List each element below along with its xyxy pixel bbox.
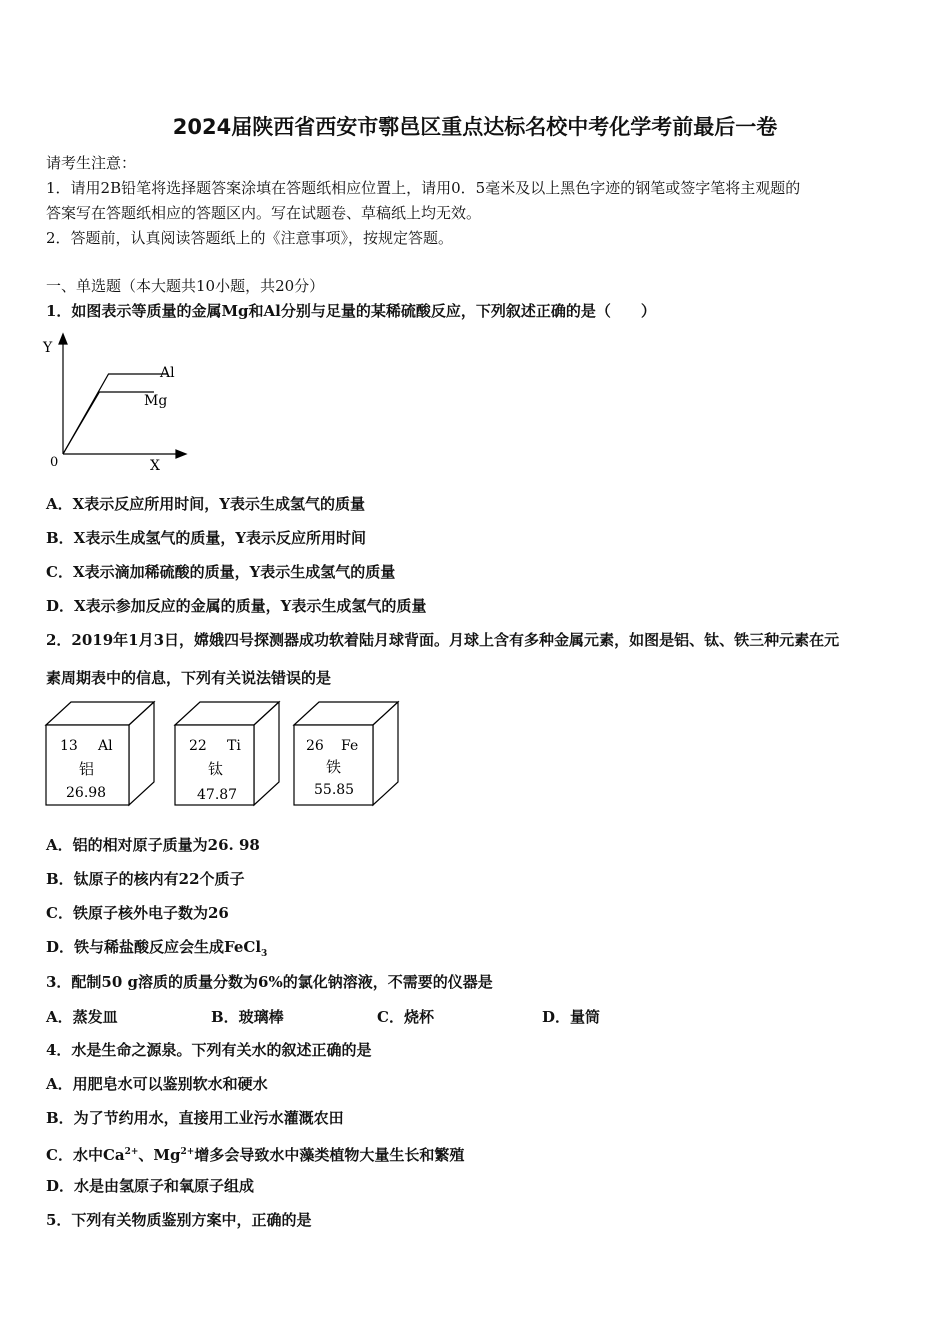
element-symbol: Fe <box>341 738 359 754</box>
element-mass: 55.85 <box>314 782 355 798</box>
element-name: 铁 <box>326 758 342 776</box>
q4-option-c-part-3: 增多会导致水中藻类植物大量生长和繁殖 <box>194 1146 465 1164</box>
element-cards <box>44 700 414 808</box>
element-symbol: Al <box>98 738 113 754</box>
q4-stem: 4．水是生命之源泉。下列有关水的叙述正确的是 <box>46 1041 372 1059</box>
q2-option-d-text: D．铁与稀盐酸反应会生成FeCl <box>46 938 262 956</box>
q1-line-chart <box>40 332 190 474</box>
q2-stem-line-1: 2．2019年1月3日，嫦娥四号探测器成功软着陆月球背面。月球上含有多种金属元素，如图是铝、钛、铁三种元素在元 <box>46 631 840 649</box>
element-number: 13 <box>60 738 78 754</box>
series-label-al: Al <box>160 365 175 381</box>
x-axis-label: X <box>150 458 160 474</box>
element-number: 26 <box>306 738 324 754</box>
q4-option-d: D．水是由氢原子和氧原子组成 <box>46 1177 255 1195</box>
notice-item-1-line-1: 1．请用2B铅笔将选择题答案涂填在答题纸相应位置上，请用0．5毫米及以上黑色字迹的钢笔或签字笔将主观题的 <box>46 179 801 197</box>
q2-option-d-subscript: 3 <box>261 949 268 959</box>
element-name: 钛 <box>208 760 224 778</box>
element-card-al <box>46 702 154 805</box>
element-mass: 47.87 <box>197 787 238 803</box>
q1-option-a: A．X表示反应所用时间，Y表示生成氢气的质量 <box>46 495 365 513</box>
notice-heading: 请考生注意： <box>46 154 137 172</box>
y-axis-label: Y <box>43 340 53 356</box>
series-line-al <box>63 374 167 454</box>
q4-option-c-charge-2: 2+ <box>180 1147 195 1157</box>
q4-option-c <box>46 1142 464 1165</box>
q2-option-a: A．铝的相对原子质量为26. 98 <box>46 836 260 854</box>
q3-stem: 3．配制50 g溶质的质量分数为6%的氯化钠溶液，不需要的仪器是 <box>46 973 493 991</box>
y-axis-arrow <box>59 334 67 344</box>
element-mass: 26.98 <box>66 785 107 801</box>
notice-item-1-line-2: 答案写在答题纸相应的答题区内。写在试题卷、草稿纸上均无效。 <box>46 204 482 222</box>
series-label-mg: Mg <box>144 393 168 409</box>
q3-option-a: A．蒸发皿 <box>46 1008 118 1026</box>
q4-option-c-charge-1: 2+ <box>124 1147 139 1157</box>
section-1-heading: 一、单选题（本大题共10小题，共20分） <box>46 277 325 295</box>
q1-option-b: B．X表示生成氢气的质量，Y表示反应所用时间 <box>46 529 367 547</box>
q4-option-c-part-1: C．水中Ca <box>46 1146 125 1164</box>
q1-stem: 1．如图表示等质量的金属Mg和Al分别与足量的某稀硫酸反应，下列叙述正确的是（ ） <box>46 302 656 320</box>
q3-option-b: B．玻璃棒 <box>211 1008 284 1026</box>
series-line-mg <box>63 392 154 454</box>
q5-stem: 5．下列有关物质鉴别方案中，正确的是 <box>46 1211 312 1229</box>
element-card-fe <box>294 702 398 805</box>
q4-option-b: B．为了节约用水，直接用工业污水灌溉农田 <box>46 1109 344 1127</box>
q4-option-c-part-2: 、Mg <box>138 1146 181 1164</box>
q2-option-b: B．钛原子的核内有22个质子 <box>46 870 245 888</box>
q2-option-c: C．铁原子核外电子数为26 <box>46 904 229 922</box>
q1-option-c: C．X表示滴加稀硫酸的质量，Y表示生成氢气的质量 <box>46 563 396 581</box>
notice-item-2: 2．答题前，认真阅读答题纸上的《注意事项》，按规定答题。 <box>46 229 454 247</box>
q1-option-d: D．X表示参加反应的金属的质量，Y表示生成氢气的质量 <box>46 597 427 615</box>
origin-label: 0 <box>50 455 59 470</box>
element-symbol: Ti <box>227 738 241 754</box>
x-axis-arrow <box>176 450 186 458</box>
q2-option-d <box>46 937 267 964</box>
element-name: 铝 <box>79 760 95 778</box>
element-number: 22 <box>189 738 207 754</box>
q3-options <box>46 1006 746 1026</box>
q3-option-c: C．烧杯 <box>377 1008 434 1026</box>
q2-stem-line-2: 素周期表中的信息，下列有关说法错误的是 <box>46 669 332 687</box>
page-title: 2024届陕西省西安市鄠邑区重点达标名校中考化学考前最后一卷 <box>172 115 778 139</box>
q4-option-a: A．用肥皂水可以鉴别软水和硬水 <box>46 1075 268 1093</box>
element-card-ti <box>175 702 279 805</box>
q3-option-d: D．量筒 <box>542 1008 601 1026</box>
